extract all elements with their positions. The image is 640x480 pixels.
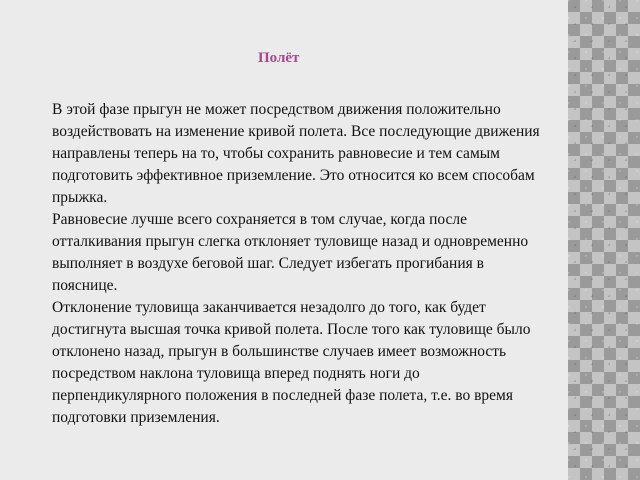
paragraph-1: В этой фазе прыгун не может посредством движения положительно воздействовать на изменение кривой полета. Все последующие движения направлены теперь на то, чтобы сохранить равновесие и тем самым подготовить эффективное приземление. Это относится ко всем способам прыжка. [52,101,540,206]
paragraph-2: Равновесие лучше всего сохраняется в том случае, когда после отталкивания прыгун слегка отклоняет туловище назад и одновременно выполняет в воздухе беговой шаг. Следует избегать прогибания в пояснице. [52,211,529,294]
paragraph-3: Отклонение туловища заканчивается незадолго до того, как будет достигнута высшая точка кривой полета. После того как туловище было отклонено назад, прыгун в большинстве случаев имеет возможность посредством наклона туловища вперед поднять ноги до перпендикулярного положения в последней фазе полета, т.е. во время подготовки приземления. [52,299,531,426]
slide-title: Полёт [258,50,300,66]
decorative-pattern-strip [568,0,640,480]
slide-body [52,99,552,429]
